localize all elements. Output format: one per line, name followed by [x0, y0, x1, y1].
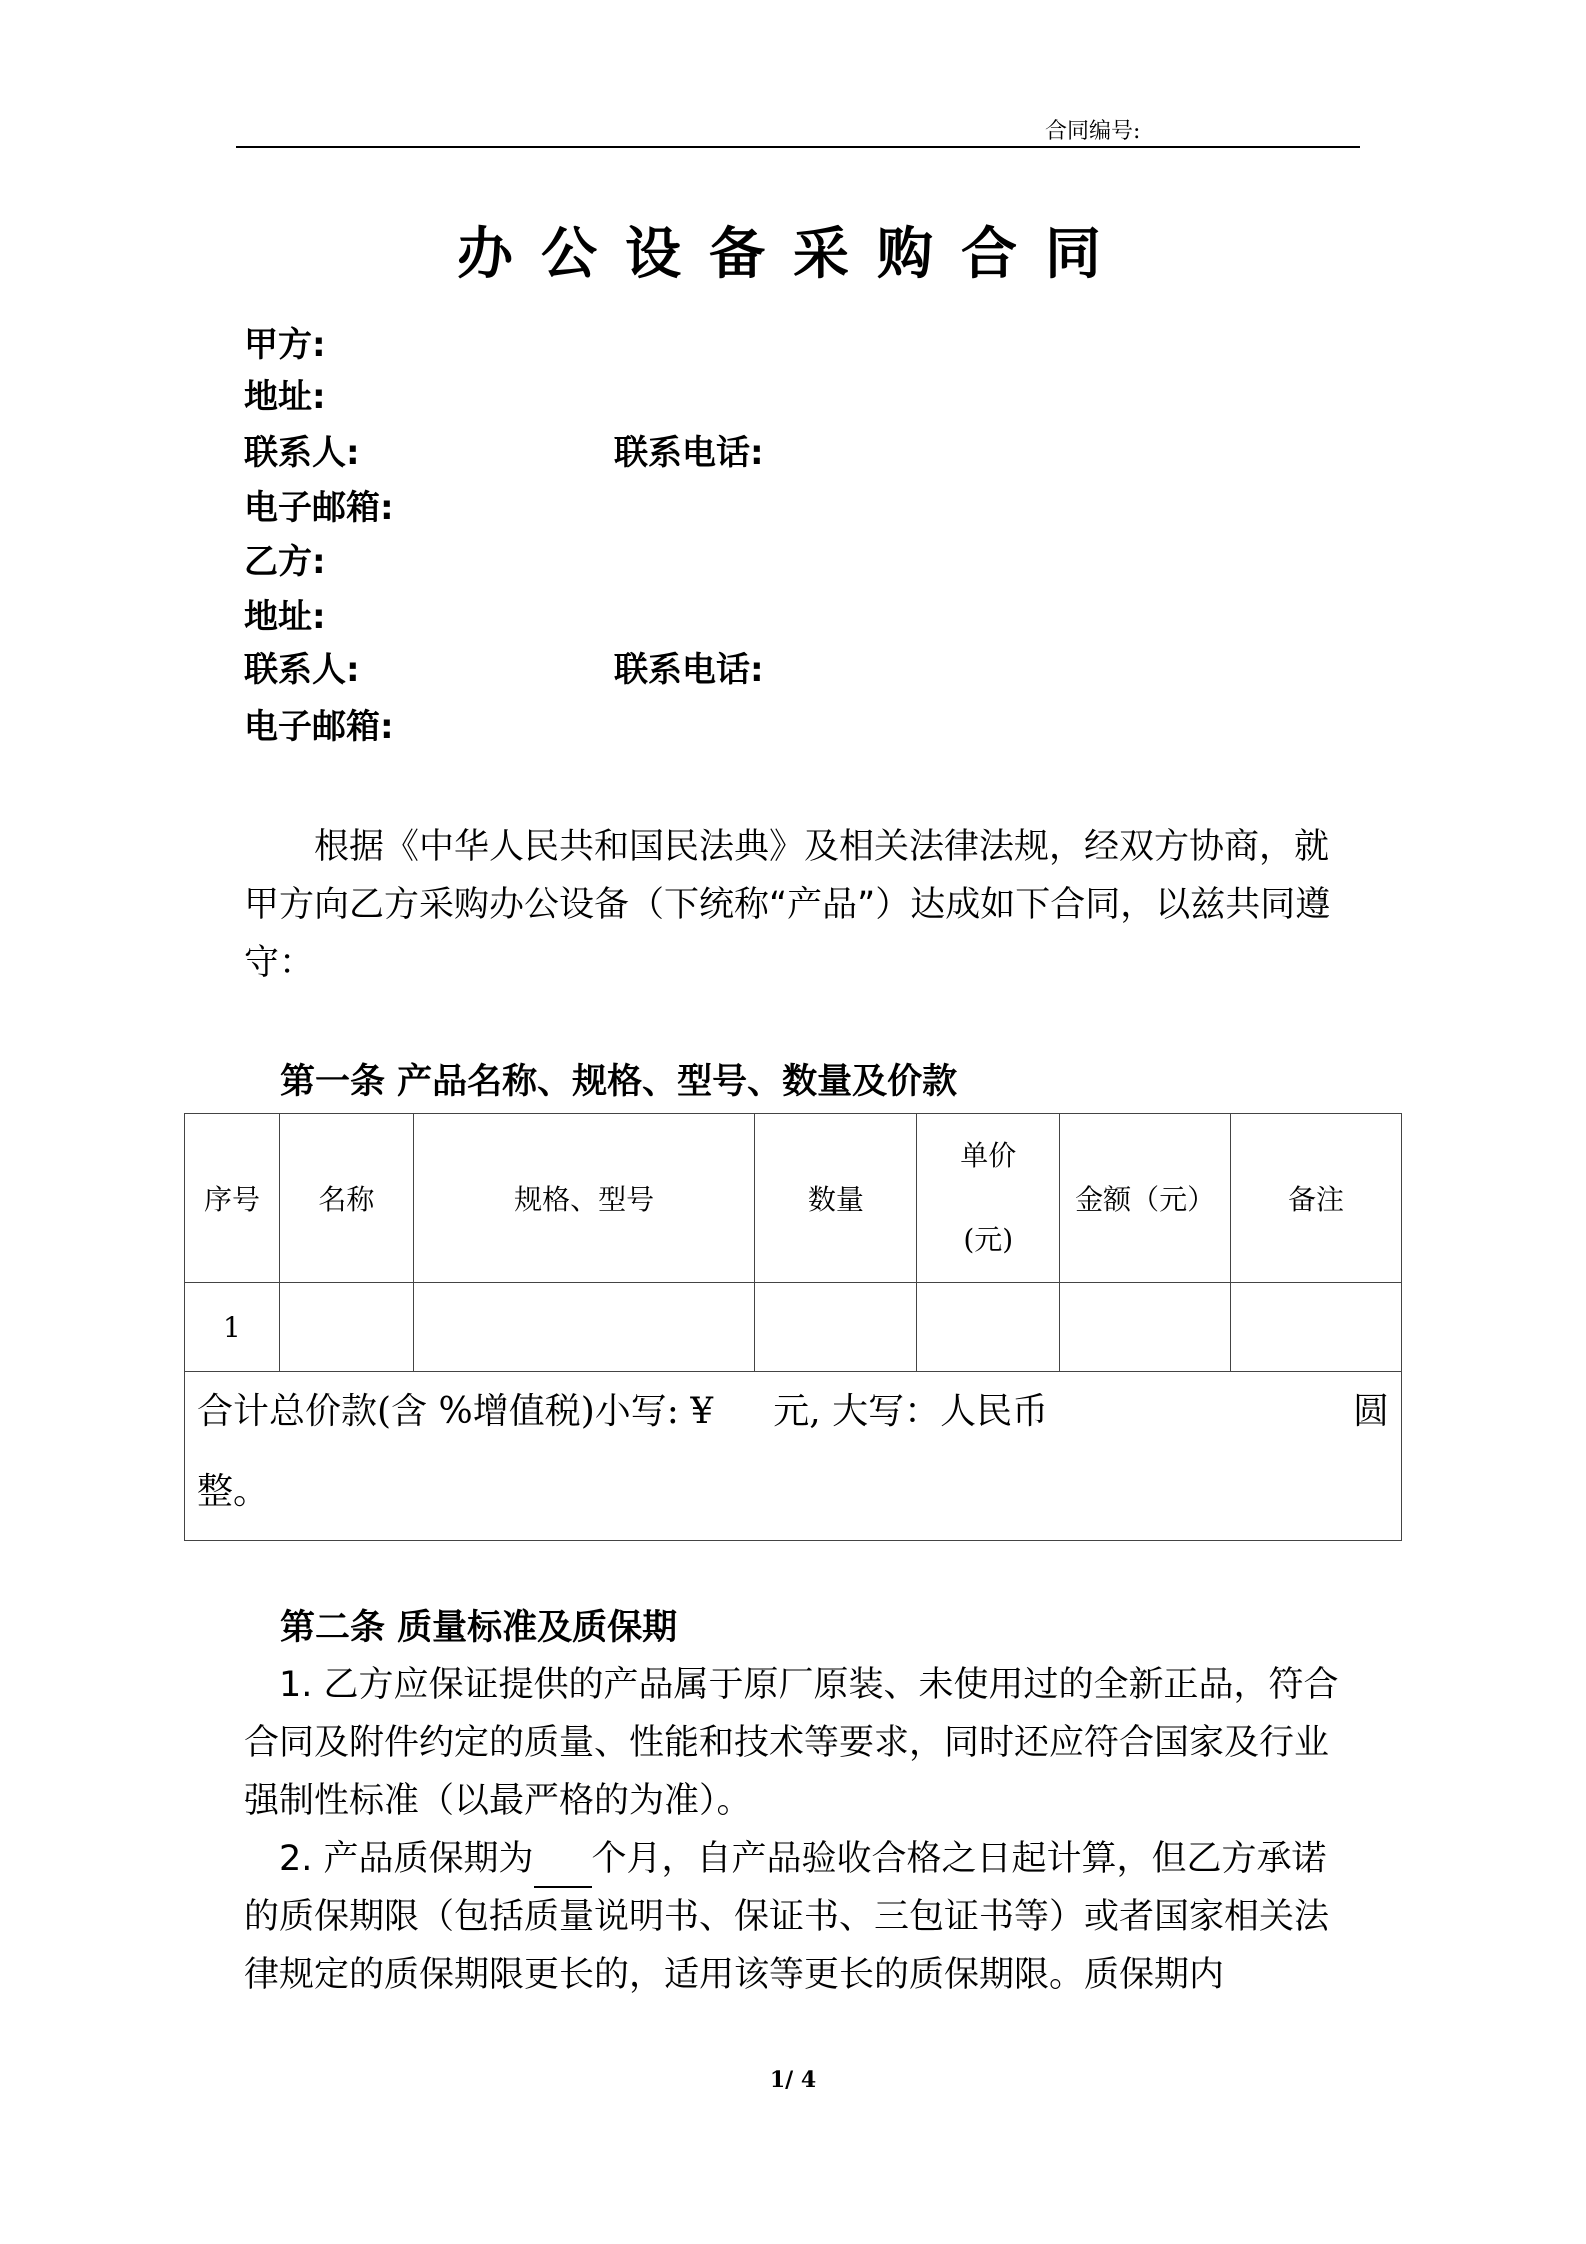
article-2-clause-2 — [244, 1830, 1360, 2004]
cell-spec — [413, 1283, 755, 1372]
cell-no: 1 — [185, 1283, 280, 1372]
warranty-months-blank — [534, 1848, 592, 1888]
page-title: 办公设备采购合同 — [457, 222, 1129, 287]
total-label-part4: 整。 — [197, 1471, 270, 1512]
header-unit-price — [917, 1114, 1060, 1283]
total-cell — [185, 1372, 1402, 1541]
table-total-row — [185, 1372, 1402, 1541]
table-row — [185, 1283, 1402, 1372]
article-2-clause-1: 1. 乙方应保证提供的产品属于原厂原装、未使用过的全新正品，符合合同及附件约定的质量、性能和技术等要求，同时还应符合国家及行业强制性标准（以最严格的为准）。 — [244, 1665, 1339, 1821]
header-rule — [236, 146, 1360, 148]
cell-qty — [755, 1283, 917, 1372]
party-a-address-label: 地址: — [244, 377, 326, 417]
party-a-phone-label: 联系电话: — [614, 433, 764, 473]
header-unit-price-line2: (元) — [963, 1223, 1014, 1256]
table-header-row — [185, 1114, 1402, 1283]
clause-2-before: 2. 产品质保期为 — [279, 1839, 534, 1879]
total-label-part1: 合计总价款(含 %增值税)小写: ¥ — [197, 1391, 714, 1432]
header-amount: 金额（元） — [1060, 1114, 1231, 1283]
article-1-heading: 第一条 产品名称、规格、型号、数量及价款 — [280, 1062, 958, 1102]
party-b-email-label: 电子邮箱: — [244, 707, 394, 747]
total-label-part3: 圆 — [1352, 1391, 1389, 1432]
header-unit-price-line1: 单价 — [960, 1139, 1017, 1172]
party-b-contact-label: 联系人: — [244, 650, 360, 690]
party-a-email-label: 电子邮箱: — [244, 488, 394, 528]
intro-paragraph: 根据《中华人民共和国民法典》及相关法律法规，经双方协商，就甲方向乙方采购办公设备（下统称“产品”）达成如下合同，以兹共同遵守： — [244, 827, 1331, 983]
cell-amount — [1060, 1283, 1231, 1372]
cell-unit-price — [917, 1283, 1060, 1372]
party-a-contact-label: 联系人: — [244, 433, 360, 473]
clause-2-after: 个月，自产品验收合格之日起计算，但乙方承诺的质保期限（包括质量说明书、保证书、三包证书等）或者国家相关法律规定的质保期限更长的，适用该等更长的质保期限。质保期内 — [244, 1839, 1330, 1995]
party-b-name-label: 乙方: — [244, 542, 326, 582]
header-spec: 规格、型号 — [413, 1114, 755, 1283]
total-line — [197, 1372, 1389, 1452]
article-2-heading: 第二条 质量标准及质保期 — [280, 1608, 678, 1648]
total-label-part2: 元, 大写：人民币 — [773, 1391, 1049, 1432]
header-name: 名称 — [279, 1114, 413, 1283]
page-number: 1/ 4 — [769, 2067, 817, 2093]
contract-number-label: 合同编号: — [1045, 119, 1141, 144]
cell-remark — [1231, 1283, 1402, 1372]
header-remark: 备注 — [1231, 1114, 1402, 1283]
header-no: 序号 — [185, 1114, 280, 1283]
cell-name — [279, 1283, 413, 1372]
items-table — [184, 1113, 1402, 1541]
header-qty: 数量 — [755, 1114, 917, 1283]
party-b-address-label: 地址: — [244, 597, 326, 637]
party-a-name-label: 甲方: — [244, 325, 326, 365]
party-b-phone-label: 联系电话: — [614, 650, 764, 690]
